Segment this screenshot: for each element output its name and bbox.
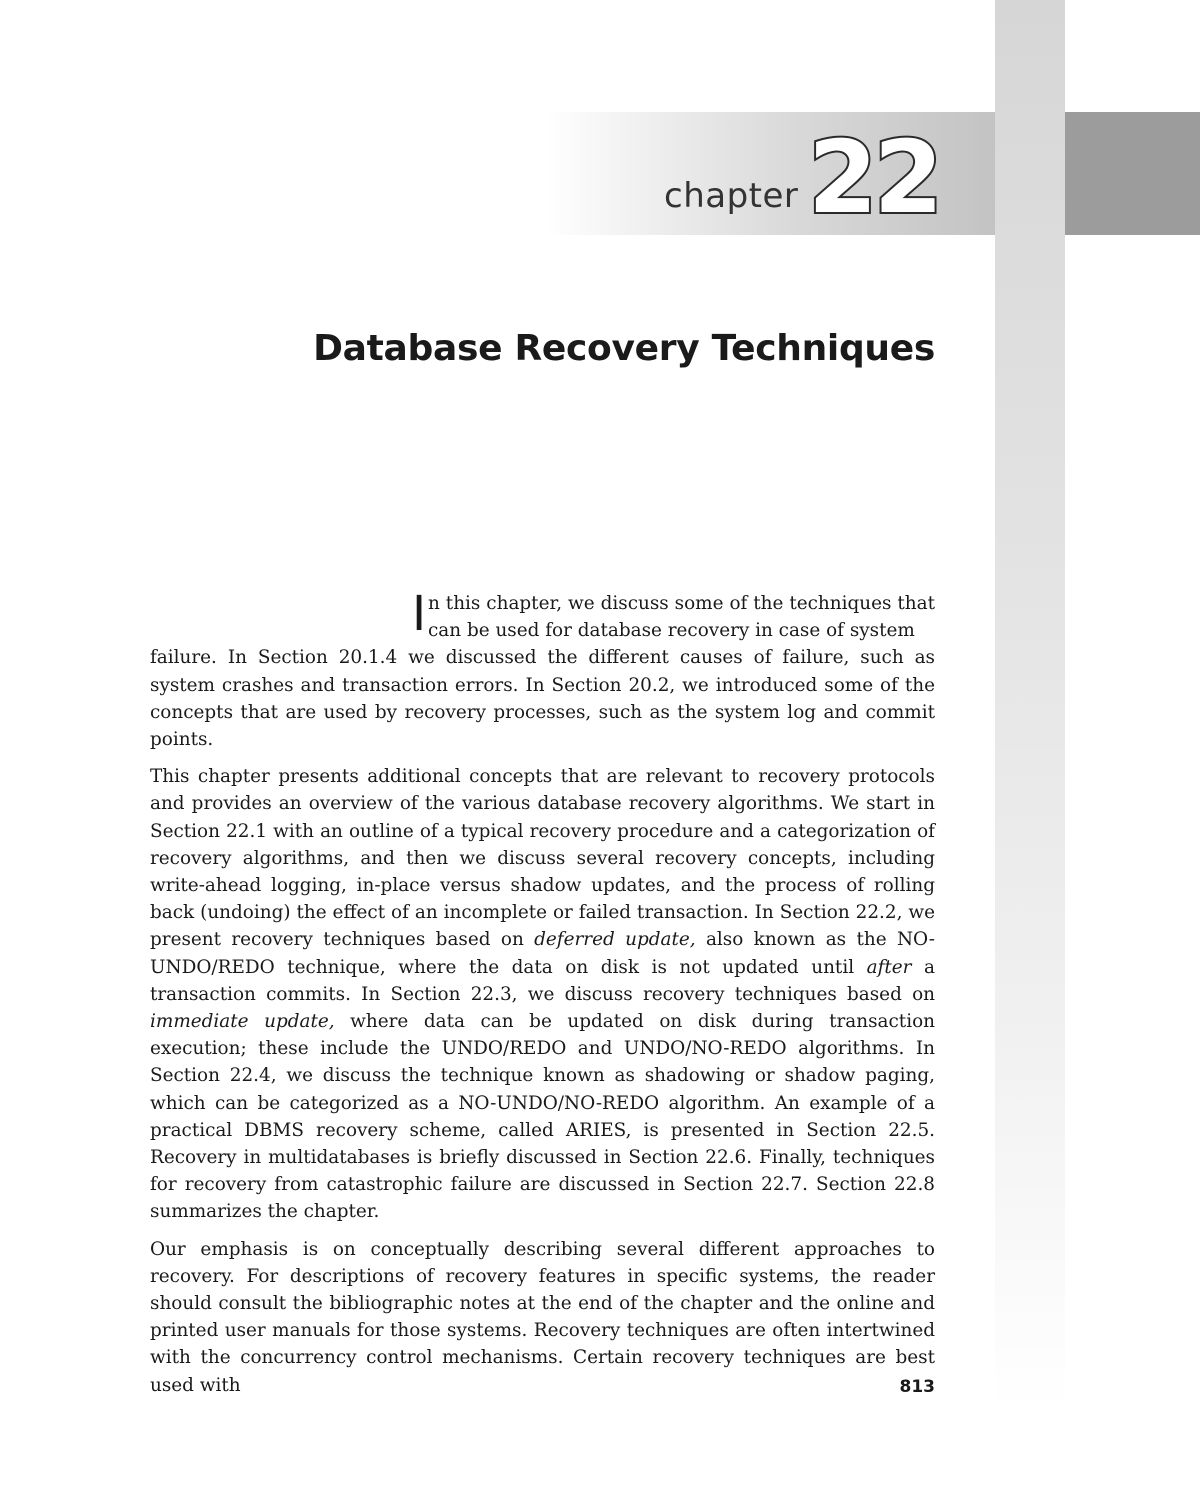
overview-em-after: after xyxy=(866,956,912,978)
drop-cap: I xyxy=(412,586,427,642)
intro-rest-text: failure. In Section 20.1.4 we discussed the different causes of failure, such as system crashes and transaction errors. In Section 20.2, we introduced some of the concepts that are used by recovery processes, such as the system log and commit points. xyxy=(150,647,935,751)
page-title: Database Recovery Techniques xyxy=(313,328,935,369)
overview-text-3: a transaction commits. In Section 22.3, we discuss recovery techniques based on xyxy=(150,956,936,1005)
chapter-label: chapter xyxy=(664,176,799,216)
intro-paragraph xyxy=(150,586,935,753)
chapter-header-band-right xyxy=(1065,112,1200,235)
page-number: 813 xyxy=(899,1377,935,1397)
overview-paragraph xyxy=(150,763,935,1225)
intro-lead-text: n this chapter, we discuss some of the techniques that can be used for database recovery in case of system xyxy=(428,593,935,642)
overview-text-1: This chapter presents additional concepts that are relevant to recovery protocols and provides an overview of the various database recovery algorithms. We start in Section 22.1 with an outline of a typical recovery procedure and a categorization of recovery algorithms, and then we discuss several recovery concepts, including write-ahead logging, in-place versus shadow updates, and the process of rolling back (undoing) the effect of an incomplete or failed transaction. In Section 22.2, we present recovery techniques based on xyxy=(150,766,935,951)
chapter-number: 22 xyxy=(808,119,940,236)
overview-em-immediate: immediate update, xyxy=(150,1011,335,1033)
emphasis-paragraph: Our emphasis is on conceptually describing several different approaches to recovery. For descriptions of recovery features in specific systems, the reader should consult the bibliographic notes at the end of the chapter and the online and printed user manuals for those systems. Recovery techniques are often intertwined with the concurrency control mechanisms. Certain recovery techniques are best used with xyxy=(150,1238,935,1396)
body-text xyxy=(150,586,936,1409)
overview-em-deferred: deferred update, xyxy=(534,929,696,951)
overview-text-2: also known as the NO-UNDO/REDO technique, where the data on disk is not updated until xyxy=(150,929,935,978)
decorative-side-bar xyxy=(995,0,1065,1485)
overview-text-4: where data can be updated on disk during transaction execution; these include the UNDO/REDO and UNDO/NO-REDO algorithms. In Section 22.4, we discuss the technique known as shadowing or shadow paging, which can be categorized as a NO-UNDO/NO-REDO algorithm. An example of a practical DBMS recovery scheme, called ARIES, is presented in Section 22.5. Recovery in multidatabases is briefly discussed in Section 22.6. Finally, techniques for recovery from catastrophic failure are discussed in Section 22.7. Section 22.8 summarizes the chapter. xyxy=(150,1011,935,1223)
